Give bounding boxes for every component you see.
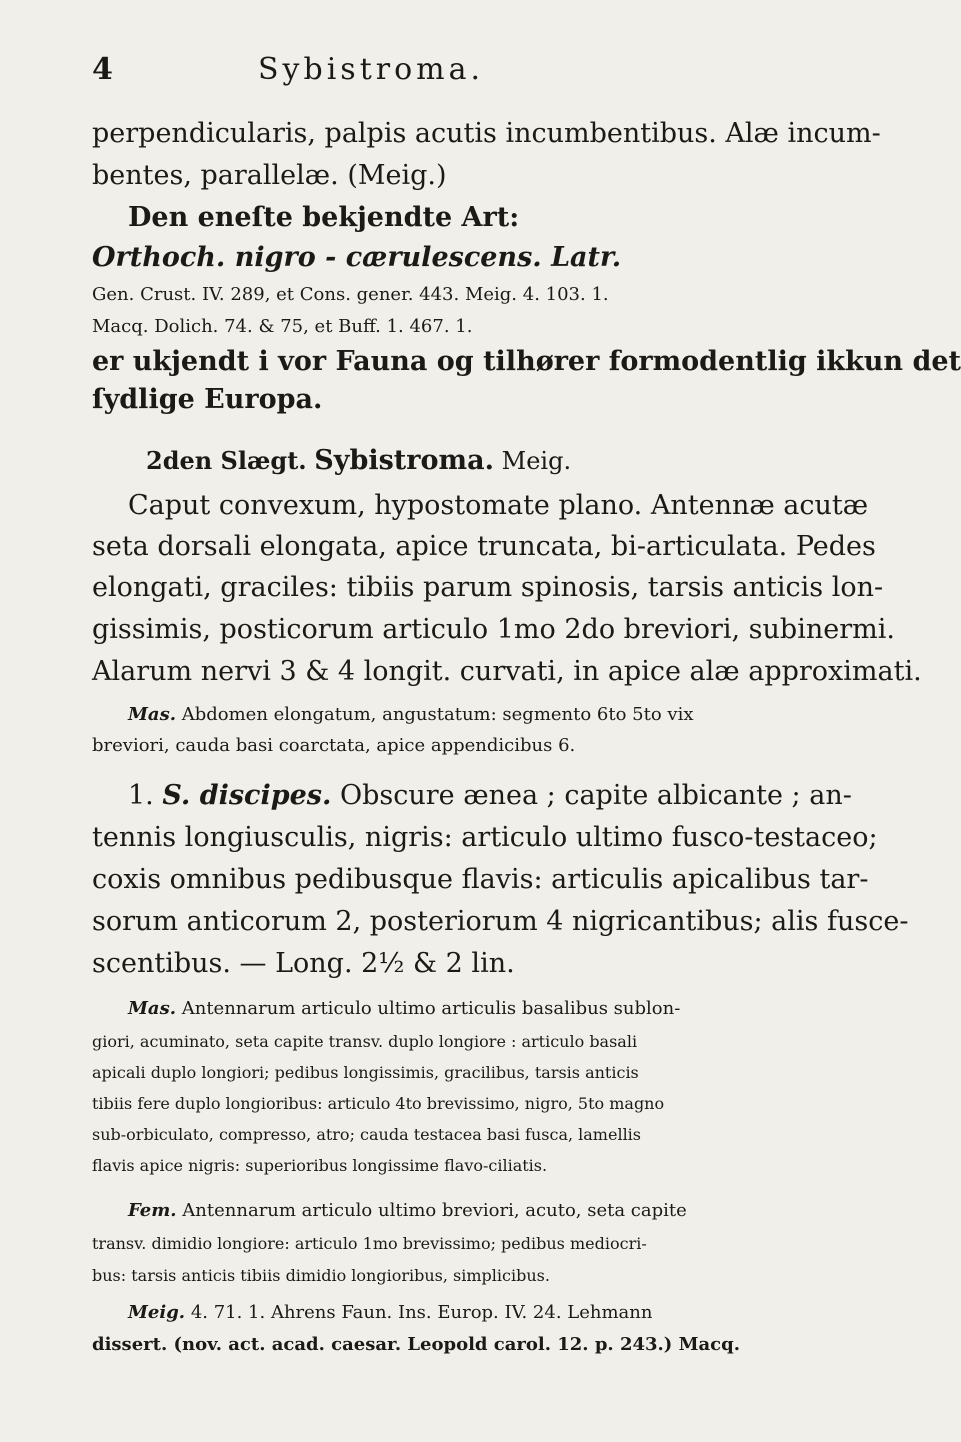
text-line: Abdomen elongatum, angustatum: segmento 6to 5to vix	[181, 704, 694, 725]
species-line	[128, 780, 852, 811]
running-title: Sybistroma.	[258, 52, 485, 87]
text-line: seta dorsali elongata, apice truncata, bi-articulata. Pedes	[92, 531, 876, 562]
text-line: Obscure ænea ; capite albicante ; an-	[339, 780, 852, 811]
text-line: 4. 71. 1. Ahrens Faun. Ins. Europ. IV. 24. Lehmann	[190, 1302, 653, 1323]
text-line: Den eneſte bekjendte Art:	[128, 202, 520, 233]
meig-label: Meig.	[128, 1302, 186, 1323]
text-line: transv. dimidio longiore: articulo 1mo brevissimo; pedibus mediocri-	[92, 1234, 647, 1253]
text-line: Alarum nervi 3 & 4 longit. curvati, in apice alæ approximati.	[92, 656, 922, 687]
page-header	[0, 52, 818, 92]
fem-paragraph	[128, 1200, 687, 1221]
genus-heading	[146, 445, 571, 476]
text-line: Caput convexum, hypostomate plano. Antennæ acutæ	[128, 490, 869, 521]
mas-label: Mas.	[128, 704, 176, 725]
text-line: bentes, parallelæ. (Meig.)	[92, 160, 447, 191]
text-line: gissimis, posticorum articulo 1mo 2do breviori, subinermi.	[92, 614, 895, 645]
mas-paragraph	[128, 704, 694, 725]
text-line: er ukjendt i vor Fauna og tilhører formodentlig ikkun det	[92, 346, 961, 377]
text-line: sorum anticorum 2, posteriorum 4 nigricantibus; alis fusce-	[92, 906, 909, 937]
text-line: dissert. (nov. act. acad. caesar. Leopold carol. 12. p. 243.) Macq.	[92, 1334, 740, 1355]
text-line: Orthoch. nigro - cærulescens. Latr.	[92, 242, 622, 273]
species-name: S. discipes.	[162, 780, 332, 811]
text-line: tibiis fere duplo longioribus: articulo 4to brevissimo, nigro, 5to magno	[92, 1094, 665, 1113]
text-line: bus: tarsis anticis tibiis dimidio longioribus, simplicibus.	[92, 1266, 550, 1285]
page-number: 4	[92, 52, 113, 87]
text-line: breviori, cauda basi coarctata, apice appendicibus 6.	[92, 735, 576, 756]
text-line: giori, acuminato, seta capite transv. duplo longiore : articulo basali	[92, 1032, 638, 1051]
genus-author: Meig.	[501, 447, 572, 475]
mas-label: Mas.	[128, 998, 176, 1019]
text-line: Gen. Crust. IV. 289, et Cons. gener. 443. Meig. 4. 103. 1.	[92, 284, 609, 305]
text-line: perpendicularis, palpis acutis incumbentibus. Alæ incum-	[92, 118, 881, 149]
text-line: flavis apice nigris: superioribus longissime flavo-ciliatis.	[92, 1156, 548, 1175]
text-line: ſydlige Europa.	[92, 384, 323, 415]
text-line: tennis longiusculis, nigris: articulo ultimo fusco-testaceo;	[92, 822, 878, 853]
text-line: scentibus. — Long. 2½ & 2 lin.	[92, 948, 515, 979]
text-line: Antennarum articulo ultimo articulis basalibus sublon-	[181, 998, 681, 1019]
species-number: 1.	[128, 780, 154, 811]
genus-prefix: 2den Slægt.	[146, 446, 307, 475]
text-line: elongati, graciles: tibiis parum spinosis, tarsis anticis lon-	[92, 572, 884, 603]
genus-name: Sybistroma.	[314, 445, 494, 476]
text-line: Antennarum articulo ultimo breviori, acuto, seta capite	[182, 1200, 687, 1221]
mas-paragraph-2	[128, 998, 680, 1019]
text-line: coxis omnibus pedibusque flavis: articulis apicalibus tar-	[92, 864, 869, 895]
text-line: apicali duplo longiori; pedibus longissimis, gracilibus, tarsis anticis	[92, 1063, 639, 1082]
text-line: sub-orbiculato, compresso, atro; cauda testacea basi fusca, lamellis	[92, 1125, 642, 1144]
fem-label: Fem.	[128, 1200, 177, 1221]
text-line: Macq. Dolich. 74. & 75, et Buff. 1. 467. 1.	[92, 316, 473, 337]
meig-paragraph	[128, 1302, 652, 1323]
